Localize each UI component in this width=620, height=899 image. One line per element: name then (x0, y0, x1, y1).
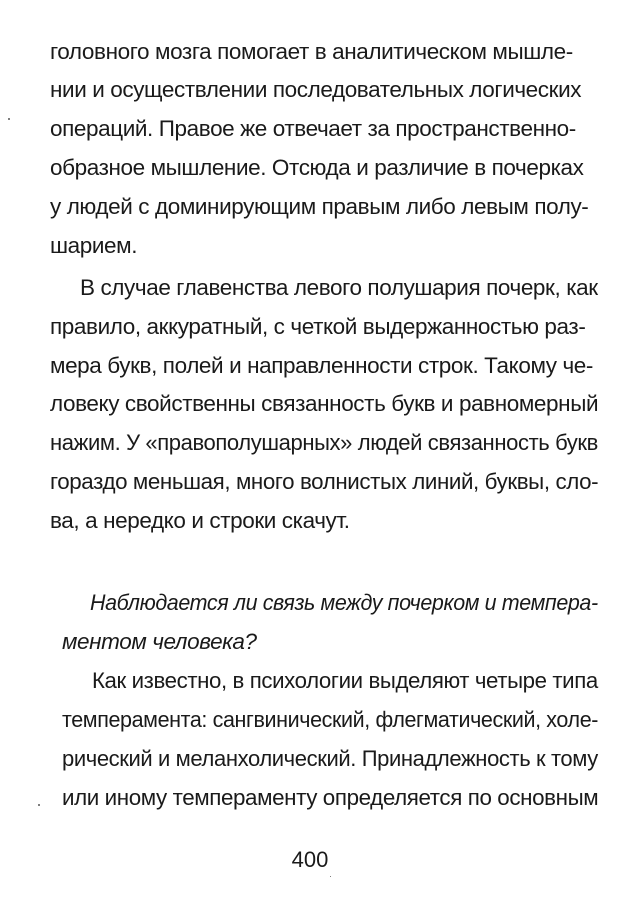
text-line: у людей с доминирующим правым либо левым полу- (50, 194, 589, 219)
text-line: гораздо меньшая, много волнистых линий, буквы, сло- (50, 469, 599, 494)
text-line: или иному темпераменту определяется по основным (62, 785, 599, 810)
text-line: ментом человека? (62, 629, 257, 654)
text-line: шарием. (50, 233, 138, 258)
text-line: мера букв, полей и направленности строк. Такому че- (50, 353, 593, 378)
text-line: образное мышление. Отсюда и различие в почерках (50, 155, 584, 180)
text-line: темперамента: сангвинический, флегматический, холе- (62, 707, 599, 732)
text-line: ва, а нередко и строки скачут. (50, 508, 350, 533)
text-line: правило, аккуратный, с четкой выдержанностью раз- (50, 314, 586, 339)
text-line: Как известно, в психологии выделяют четыре типа (92, 668, 598, 693)
scan-speck (8, 118, 10, 120)
text-line: операций. Правое же отвечает за пространственно- (50, 116, 576, 141)
text-line: Наблюдается ли связь между почерком и темпера- (90, 590, 598, 615)
text-line: нии и осуществлении последовательных логических (50, 77, 582, 102)
scan-speck (38, 804, 40, 806)
page-number: 400 (291, 847, 329, 872)
text-line: нажим. У «правополушарных» людей связанность букв (50, 430, 598, 455)
text-line: ловеку свойственны связанность букв и равномерный (50, 391, 599, 416)
text-line: головного мозга помогает в аналитическом мышле- (50, 39, 573, 64)
text-line: В случае главенства левого полушария почерк, как (80, 275, 598, 300)
text-line: рический и меланхолический. Принадлежность к тому (62, 746, 598, 771)
scan-speck (330, 876, 331, 877)
